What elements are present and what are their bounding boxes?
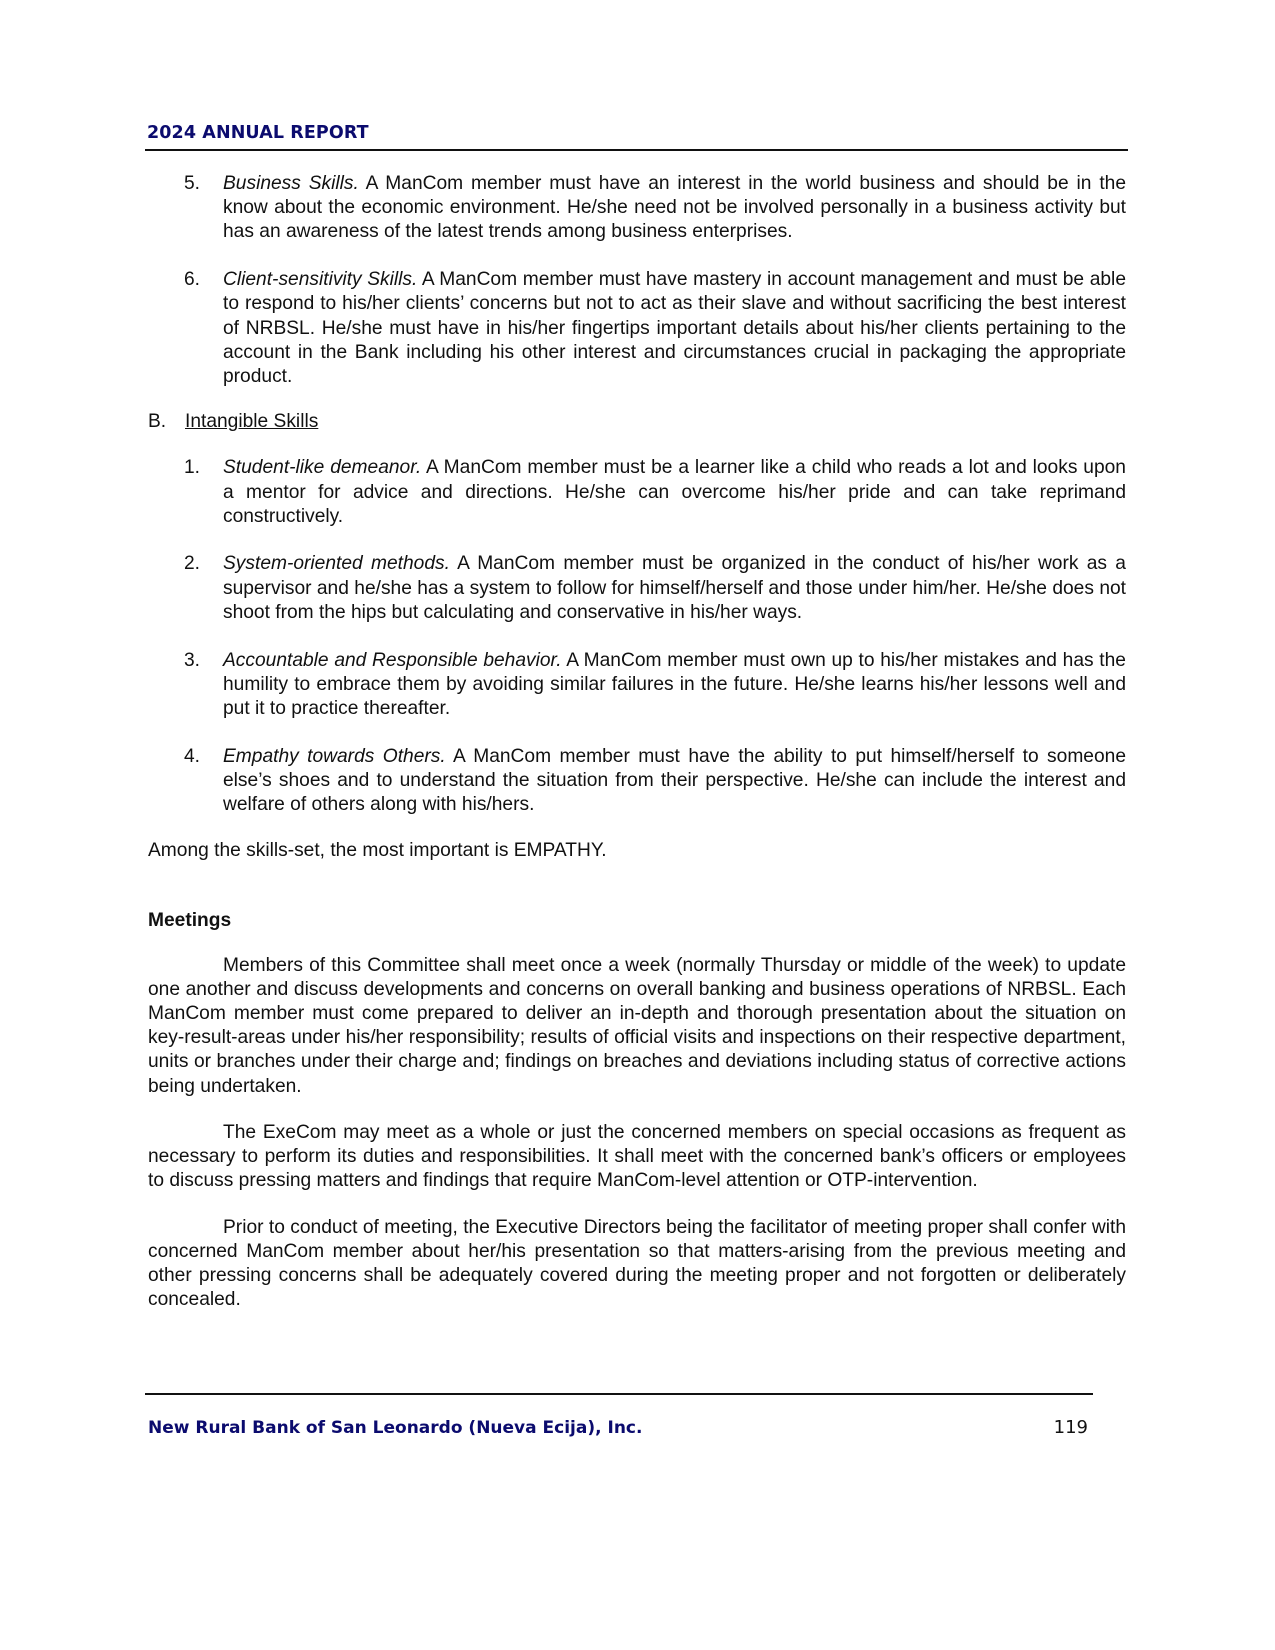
item-title: Student-like demeanor. xyxy=(223,457,422,479)
item-title: Client-sensitivity Skills. xyxy=(223,269,418,291)
meetings-heading: Meetings xyxy=(148,910,232,932)
section-heading-intangible-skills xyxy=(148,410,1126,434)
section-letter: B. xyxy=(148,411,167,433)
footer-organization-name: New Rural Bank of San Leonardo (Nueva Ecija), Inc. xyxy=(148,1418,643,1438)
item-number: 3. xyxy=(184,649,201,671)
list-item-system-oriented-methods xyxy=(148,552,1126,625)
item-text: A ManCom member must have mastery in account management and must be able to respond to his/her clients’ concerns but not to act as their slave and without sacrificing the best interest of NRBSL. He/she must have in his/her fingertips important details about his/her clients pertaining to the account in the Bank including his other interest and circumstances crucial in packaging the appropriate product. xyxy=(223,269,1126,387)
list-item-client-sensitivity-skills xyxy=(148,268,1126,389)
item-title: Empathy towards Others. xyxy=(223,745,446,767)
report-header-title: 2024 ANNUAL REPORT xyxy=(147,123,369,143)
item-number: 6. xyxy=(184,269,201,291)
item-number: 5. xyxy=(184,173,201,194)
list-item-student-like-demeanor xyxy=(148,456,1126,529)
meetings-paragraph: The ExeCom may meet as a whole or just the concerned members on special occasions as frequent as necessary to perform its duties and responsibilities. It shall meet with the concerned bank’s officers or employees to discuss pressing matters and findings that require ManCom-level attention or OTP-intervention. xyxy=(148,1121,1126,1192)
item-text: A ManCom member must be a learner like a child who reads a lot and looks upon a mentor for advice and directions. He/she can overcome his/her pride and can take reprimand constructively. xyxy=(223,457,1126,527)
item-title: System-oriented methods. xyxy=(223,553,450,575)
page-content xyxy=(148,172,1126,1334)
list-item-empathy-towards-others xyxy=(148,745,1126,818)
item-number: 1. xyxy=(184,457,201,479)
header-divider xyxy=(145,149,1128,151)
item-text: A ManCom member must have an interest in the world business and should be in the know about the economic environment. He/she need not be involved personally in a business activity but has an awareness of the latest trends among business enterprises. xyxy=(223,173,1126,243)
item-number: 4. xyxy=(184,745,201,767)
item-text: A ManCom member must own up to his/her mistakes and has the humility to embrace them by avoiding similar failures in the future. He/she learns his/her lessons well and put it to practice thereafter. xyxy=(223,649,1126,719)
item-title: Business Skills. xyxy=(223,173,359,194)
footer-divider xyxy=(145,1393,1093,1395)
item-text: A ManCom member must be organized in the conduct of his/her work as a supervisor and he/she has a system to follow for himself/herself and those under him/her. He/she does not shoot from the hips but calculating and conservative in his/her ways. xyxy=(223,553,1126,623)
section-title: Intangible Skills xyxy=(185,411,319,433)
summary-statement: Among the skills-set, the most important is EMPATHY. xyxy=(148,840,607,862)
list-item-business-skills xyxy=(148,172,1126,245)
item-number: 2. xyxy=(184,553,201,575)
item-text: A ManCom member must have the ability to put himself/herself to someone else’s shoes and to understand the situation from their perspective. He/she can include the interest and welfare of others along with his/hers. xyxy=(223,745,1126,816)
meetings-paragraph: Members of this Committee shall meet once a week (normally Thursday or middle of the week) to update one another and discuss developments and concerns on overall banking and business operations of NRBSL. Each ManCom member must come prepared to deliver an in-depth and thorough presentation about the situation on key-result-areas under his/her responsibility; results of official visits and inspections on their respective department, units or branches under their charge and; findings on breaches and deviations including status of corrective actions being undertaken. xyxy=(148,954,1126,1097)
list-item-accountable-responsible-behavior xyxy=(148,649,1126,722)
item-title: Accountable and Responsible behavior. xyxy=(223,649,562,671)
meetings-paragraph: Prior to conduct of meeting, the Executive Directors being the facilitator of meeting proper shall confer with concerned ManCom member about her/his presentation so that matters-arising from the previous meeting and other pressing concerns shall be adequately covered during the meeting proper and not forgotten or deliberately concealed. xyxy=(148,1216,1126,1311)
page-number: 119 xyxy=(1053,1417,1088,1438)
